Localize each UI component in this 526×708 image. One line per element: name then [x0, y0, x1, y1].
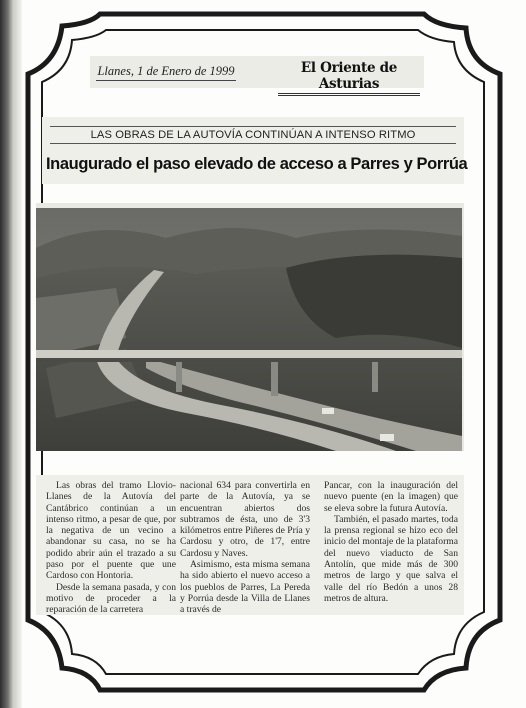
article-headline: Inaugurado el paso elevado de acceso a Parres y Porrúa	[46, 155, 468, 173]
column-3-paragraph-2: También, el pasado martes, toda la prensa regional se hizo eco del inicio del montaje de la plataforma del nuevo viaducto de San Antolín, que mide más de 300 metros de largo y que salva el valle del río Bedón a unos 28 metros de altura.	[324, 513, 458, 604]
clipping-date: Llanes, 1 de Enero de 1999	[96, 64, 236, 81]
column-1-paragraph-2: Desde la semana pasada, y con motivo de proceder a la reparación de la carretera	[46, 581, 176, 616]
article-column-1	[46, 480, 176, 616]
column-2-paragraph-1: nacional 634 para convertirla en parte de la Autovía, ya se encuentran abiertos dos subtramos de ésta, uno de 3'3 kilómetros entre Piñeres de Pría y Cardosu y otro, de 1'7, entre Cardosu y Naves.	[180, 480, 310, 559]
newspaper-name: El Oriente de Asturias	[278, 60, 420, 96]
article-kicker: LAS OBRAS DE LA AUTOVÍA CONTINÚAN A INTENSO RITMO	[50, 126, 456, 144]
column-2-paragraph-2: Asimismo, esta misma semana ha sido abierto el nuevo acceso a los pueblos de Parres, La Pereda y Porrúa desde la Villa de Llanes a través de	[180, 559, 310, 616]
column-1-paragraph-1: Las obras del tramo Llovio-Llanes de la Autovía del Cantábrico continúan a un intenso ritmo, a pesar de que, por la negativa de un vecino a abandonar su casa, no se ha podido abrir aún el trazado a su paso por el puente que une Cardoso con Hontoria.	[46, 480, 176, 582]
article-column-3	[324, 480, 458, 604]
article-column-2	[180, 480, 310, 616]
bridge-photo	[36, 208, 462, 451]
column-3-paragraph-1: Pancar, con la inauguración del nuevo puente (en la imagen) que se eleva sobre la futura Autovía.	[324, 480, 458, 514]
